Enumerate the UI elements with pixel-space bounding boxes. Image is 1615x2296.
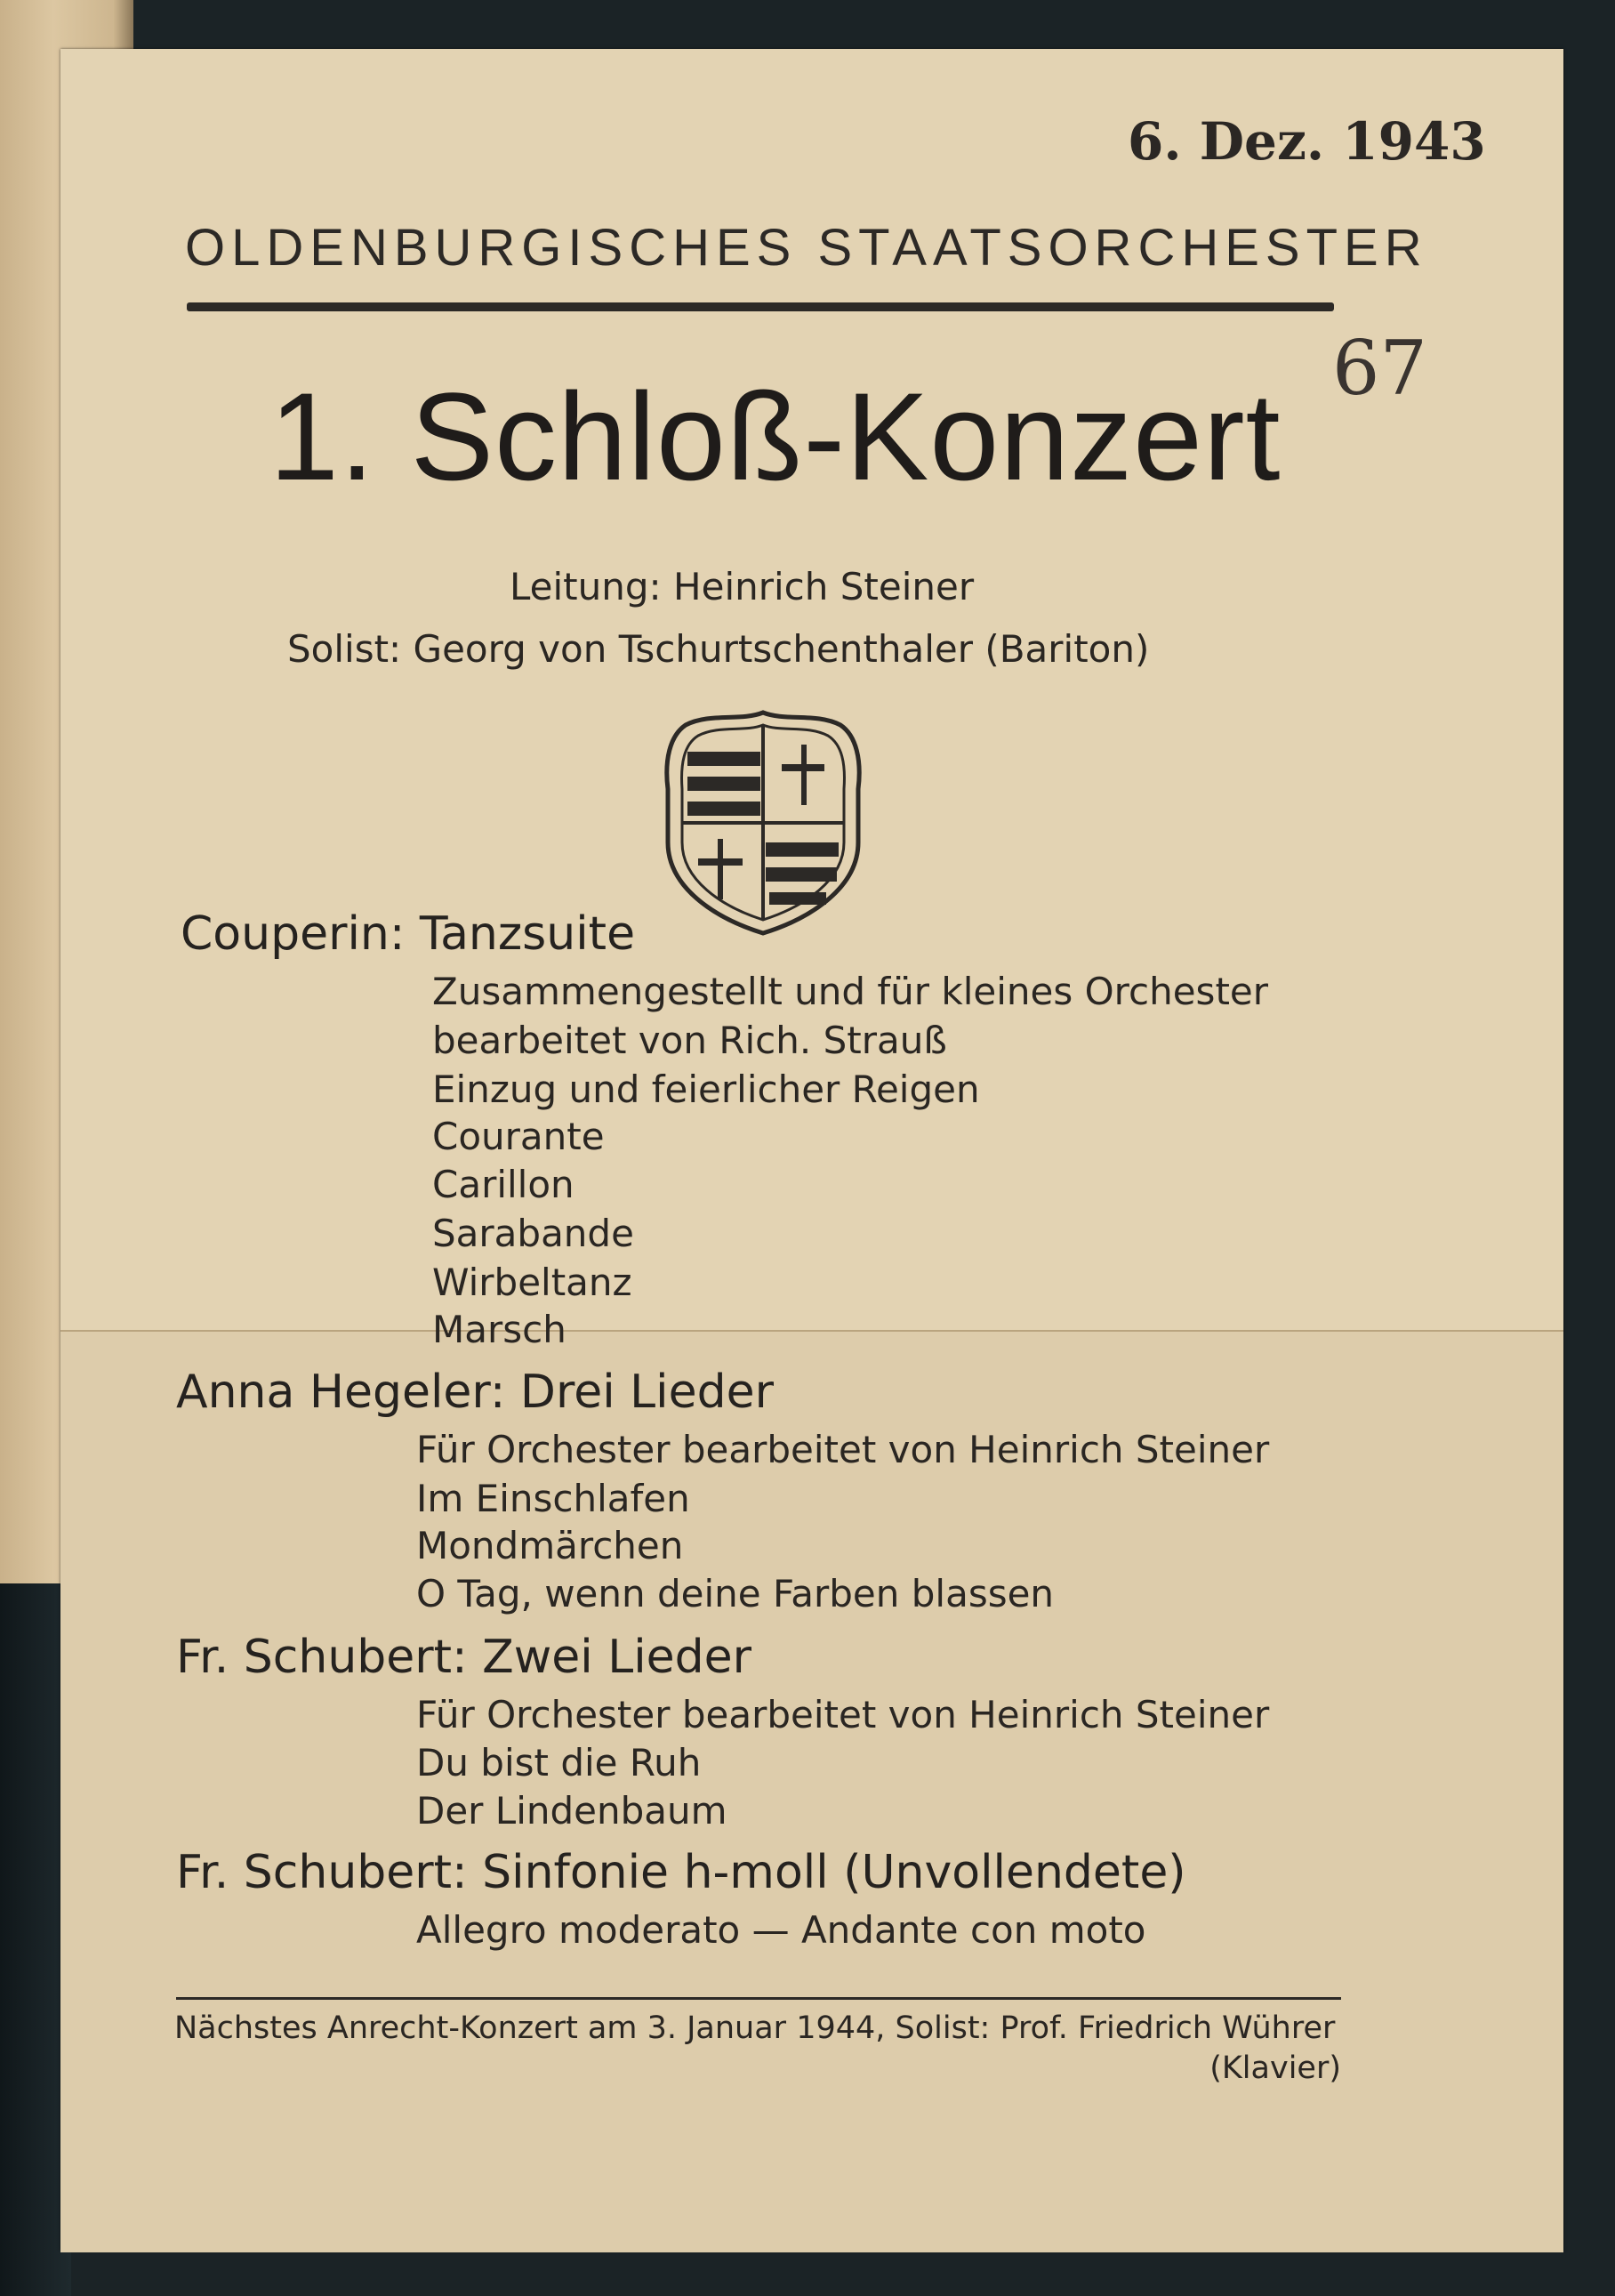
program-detail: Für Orchester bearbeitet von Heinrich Steiner	[416, 1428, 1270, 1471]
program-detail: Für Orchester bearbeitet von Heinrich Steiner	[416, 1693, 1270, 1736]
program-detail: Mondmärchen	[416, 1524, 684, 1567]
program-detail: Zusammengestellt und für kleines Orchester	[432, 970, 1269, 1013]
program-detail: Du bist die Ruh	[416, 1741, 702, 1784]
orchestra-name: OLDENBURGISCHES STAATSORCHESTER	[185, 219, 1428, 277]
program-detail: Einzug und feierlicher Reigen	[432, 1067, 980, 1111]
program-detail: O Tag, wenn deine Farben blassen	[416, 1572, 1055, 1615]
coat-of-arms-icon	[661, 709, 865, 937]
soloist-line: Solist: Georg von Tschurtschenthaler (Bariton)	[287, 627, 1150, 671]
program-detail: Im Einschlafen	[416, 1477, 690, 1520]
program-sheet	[60, 49, 1563, 2251]
program-heading-couperin: Couperin: Tanzsuite	[181, 907, 636, 961]
date-stamp: 6. Dez. 1943	[1128, 111, 1486, 172]
page-number-stamp: 67	[1332, 325, 1427, 412]
concert-title: 1. Schloß-Konzert	[269, 367, 1282, 506]
next-concert-instrument: (Klavier)	[1209, 2050, 1341, 2086]
program-detail: Marsch	[432, 1308, 566, 1351]
next-concert-note: Nächstes Anrecht-Konzert am 3. Januar 1944, Solist: Prof. Friedrich Wührer	[174, 2010, 1336, 2046]
program-detail: Wirbeltanz	[432, 1261, 632, 1304]
program-heading-schubert-sinfonie: Fr. Schubert: Sinfonie h-moll (Unvollendete)	[176, 1846, 1186, 1899]
program-heading-hegeler: Anna Hegeler: Drei Lieder	[176, 1366, 774, 1419]
footer-rule	[176, 1997, 1341, 2000]
program-detail: Der Lindenbaum	[416, 1789, 727, 1833]
program-detail: Carillon	[432, 1163, 574, 1206]
program-detail: Courante	[432, 1115, 605, 1158]
program-heading-schubert-lieder: Fr. Schubert: Zwei Lieder	[176, 1631, 752, 1684]
conductor-line: Leitung: Heinrich Steiner	[510, 565, 975, 608]
program-detail: bearbeitet von Rich. Strauß	[432, 1019, 947, 1062]
program-detail: Sarabande	[432, 1212, 634, 1255]
program-detail: Allegro moderato — Andante con moto	[416, 1908, 1146, 1952]
header-rule	[187, 302, 1334, 311]
